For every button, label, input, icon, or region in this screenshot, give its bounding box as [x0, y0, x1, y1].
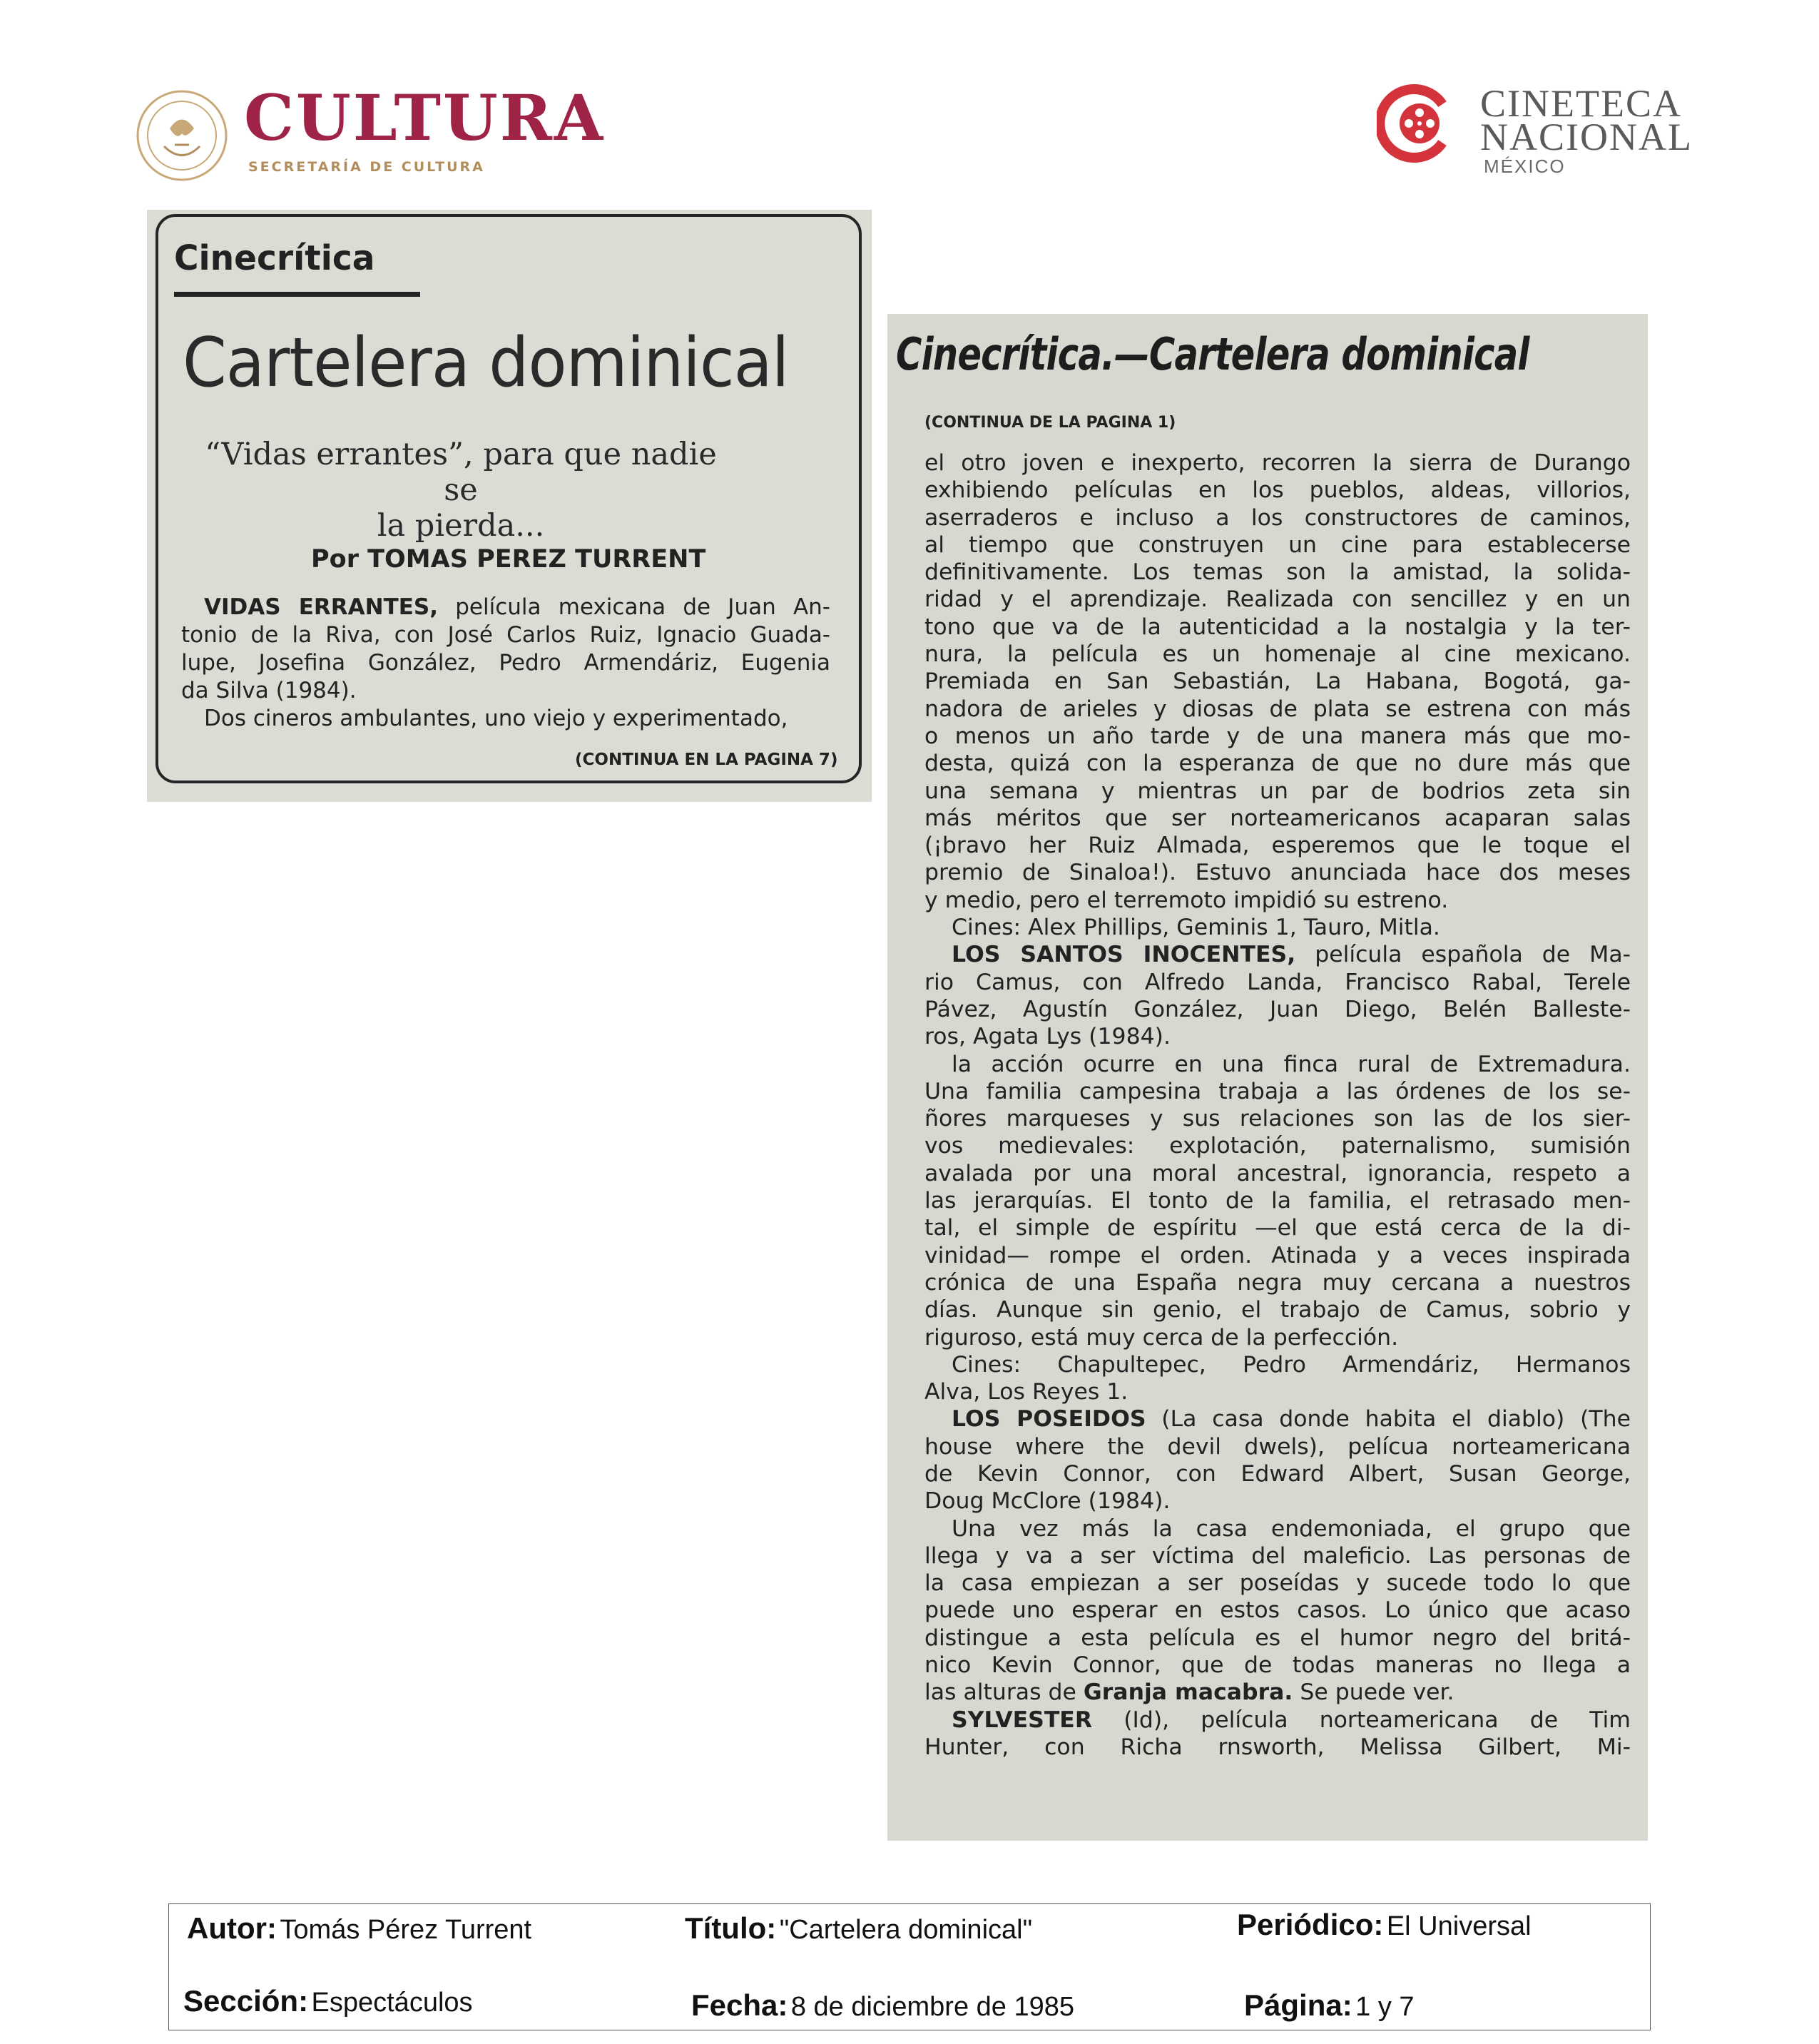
article-line [924, 449, 1631, 477]
article-line [924, 1652, 1631, 1679]
article-line [924, 668, 1631, 695]
article-line [181, 705, 830, 733]
pagina-value: 1 y 7 [1355, 1992, 1415, 2022]
periodico-value: El Universal [1386, 1911, 1532, 1941]
article-line [924, 1460, 1631, 1488]
seccion-label: Sección: [183, 1984, 309, 2018]
article-line [924, 1707, 1631, 1734]
article-line [924, 750, 1631, 777]
line-text: nico Kevin Connor, que de todas maneras no llega a [924, 1652, 1631, 1679]
titulo-value: "Cartelera dominical" [779, 1915, 1033, 1945]
deck-line: la pierda... [377, 508, 545, 544]
article-body-page7 [924, 449, 1631, 1761]
autor-value: Tomás Pérez Turrent [280, 1915, 532, 1945]
article-line [924, 1296, 1631, 1323]
line-text: vos medievales: explotación, paternalismo, sumisión [924, 1133, 1631, 1159]
continuation-headline: Cinecrítica.—Cartelera dominical [896, 328, 1529, 380]
article-line [924, 1242, 1631, 1269]
newspaper-clipping-page7 [887, 314, 1648, 1841]
pagina-label: Página: [1244, 1988, 1352, 2022]
line-text: ñores marqueses y sus relaciones son las de los sier- [924, 1106, 1631, 1132]
line-text: o menos un año tarde y de una manera más que mo- [924, 723, 1631, 749]
article-line [924, 1023, 1631, 1050]
line-text: Premiada en San Sebastián, La Habana, Bogotá, ga- [924, 668, 1631, 695]
article-line [924, 1105, 1631, 1132]
cineteca-line2: NACIONAL [1480, 116, 1693, 158]
article-line [924, 1351, 1631, 1378]
line-bold-title: LOS POSEIDOS [952, 1406, 1146, 1433]
line-text: lupe, Josefina González, Pedro Armendáriz, Eugenia [181, 650, 830, 676]
article-line [181, 649, 830, 677]
article-line [924, 859, 1631, 886]
line-text: ridad y el aprendizaje. Realizada con sencillez y en un [924, 586, 1631, 613]
line-text: Dos cineros ambulantes, uno viejo y experimentado, [204, 706, 788, 731]
line-text: (La casa donde habita el diablo) (The [1146, 1406, 1631, 1433]
line-text: película española de Ma- [1295, 942, 1631, 968]
line-text: house where the devil dwels), pelícua norteamericana [924, 1433, 1631, 1460]
article-line [924, 696, 1631, 723]
meta-pagina [1244, 1988, 1415, 2023]
line-text: las jerarquías. El tonto de la familia, el retrasado men- [924, 1188, 1631, 1214]
article-line [924, 1187, 1631, 1214]
article-line [924, 1132, 1631, 1159]
article-line [924, 887, 1631, 914]
section-kicker: Cinecrítica [174, 238, 375, 278]
continued-from-note: (CONTINUA DE LA PAGINA 1) [924, 414, 1176, 432]
newspaper-clipping-page1 [147, 210, 872, 802]
cultura-subtitle: SECRETARÍA DE CULTURA [248, 159, 485, 175]
line-text: Se puede ver. [1293, 1679, 1454, 1706]
article-line [924, 614, 1631, 641]
article-line [924, 805, 1631, 832]
line-text: Una familia campesina trabaja a las órdenes de los se- [924, 1078, 1631, 1104]
meta-periodico [1237, 1908, 1532, 1942]
line-text: avalada por una moral ancestral, ignorancia, respeto a [924, 1160, 1631, 1186]
cineteca-logo [1377, 78, 1691, 178]
line-text: película mexicana de Juan An- [438, 594, 830, 620]
article-line [924, 1378, 1631, 1405]
line-text: Doug McClore (1984). [924, 1488, 1171, 1515]
article-line [181, 594, 830, 621]
article-line [924, 914, 1631, 941]
line-text: Pávez, Agustín González, Juan Diego, Belén Balleste- [924, 996, 1631, 1022]
article-line [924, 559, 1631, 586]
article-headline: Cartelera dominical [183, 324, 789, 402]
line-text: distingue a esta película es el humor negro del britá- [924, 1624, 1631, 1651]
article-line [924, 1515, 1631, 1542]
article-line [924, 1734, 1631, 1761]
article-line [924, 1078, 1631, 1105]
line-text: crónica de una España negra muy cercana a nuestros [924, 1269, 1631, 1296]
cultura-wordmark: CULTURA [244, 81, 606, 155]
line-text: aserraderos e incluso a los constructores de caminos, [924, 504, 1631, 531]
article-line [924, 832, 1631, 859]
cineteca-line1: CINETECA [1480, 82, 1682, 125]
line-text: tal, el simple de espíritu —el que está cerca de la di- [924, 1215, 1631, 1241]
meta-fecha [691, 1988, 1074, 2023]
line-bold-title: SYLVESTER [952, 1707, 1093, 1733]
meta-titulo [685, 1911, 1032, 1946]
line-text: Una vez más la casa endemoniada, el grupo que [952, 1515, 1631, 1542]
fecha-value: 8 de diciembre de 1985 [790, 1992, 1074, 2022]
seccion-value: Espectáculos [311, 1988, 473, 2018]
article-line [924, 641, 1631, 668]
cineteca-country: MÉXICO [1484, 156, 1566, 177]
line-text: da Silva (1984). [181, 678, 357, 703]
article-line [924, 477, 1631, 504]
line-text: Cines: Chapultepec, Pedro Armendáriz, Hermanos [952, 1351, 1631, 1378]
film-reel-icon [1377, 84, 1455, 163]
cultura-logo [136, 82, 606, 182]
line-text: tono que va de la autenticidad a la nostalgia y la ter- [924, 614, 1631, 640]
line-text: nadora de arieles y diosas de plata se estrena con más [924, 696, 1631, 722]
line-text: las alturas de [924, 1679, 1084, 1706]
meta-seccion [183, 1984, 473, 2018]
line-bold-title: Granja macabra. [1083, 1679, 1293, 1706]
continued-on-note: (CONTINUA EN LA PAGINA 7) [575, 751, 838, 769]
article-line [924, 1051, 1631, 1078]
mexico-coat-of-arms-seal-icon [136, 89, 228, 182]
line-text: premio de Sinaloa!). Estuvo anunciada hace dos meses [924, 860, 1631, 886]
article-line [924, 996, 1631, 1023]
kicker-underline [174, 292, 420, 297]
article-body-page1 [181, 594, 830, 733]
article-line [924, 1405, 1631, 1433]
article-line [924, 778, 1631, 805]
article-line [924, 532, 1631, 559]
article-line [924, 1160, 1631, 1187]
article-line [924, 723, 1631, 750]
periodico-label: Periódico: [1237, 1908, 1384, 1941]
article-line [181, 621, 830, 649]
line-text: riguroso, está muy cerca de la perfección. [924, 1324, 1399, 1351]
article-line [181, 677, 830, 705]
line-text: la casa empiezan a ser poseídas y sucede todo lo que [924, 1570, 1631, 1597]
deck-line: “Vidas errantes”, para que nadie se [205, 437, 717, 508]
line-text: Hunter, con Richa rnsworth, Melissa Gilbert, Mi- [924, 1734, 1631, 1760]
article-line [924, 1542, 1631, 1570]
line-text: ros, Agata Lys (1984). [924, 1024, 1171, 1050]
line-bold-title: VIDAS ERRANTES, [204, 594, 439, 620]
line-text: definitivamente. Los temas son la amistad, la solida- [924, 559, 1631, 586]
article-line [924, 1624, 1631, 1652]
line-text: días. Aunque sin genio, el trabajo de Camus, sobrio y [924, 1297, 1631, 1323]
article-line [924, 1488, 1631, 1515]
article-line [924, 969, 1631, 996]
line-text: (Id), película norteamericana de Tim [1092, 1707, 1631, 1733]
line-text: al tiempo que construyen un cine para establecerse [924, 532, 1631, 558]
article-line [924, 941, 1631, 968]
fecha-label: Fecha: [691, 1988, 788, 2022]
article-byline: Por TOMAS PEREZ TURRENT [311, 545, 706, 574]
metadata-table [168, 1903, 1651, 2030]
titulo-label: Título: [685, 1911, 777, 1945]
article-line [924, 1570, 1631, 1597]
autor-label: Autor: [187, 1911, 277, 1945]
line-text: rio Camus, con Alfredo Landa, Francisco Rabal, Terele [924, 969, 1631, 995]
line-text: el otro joven e inexperto, recorren la sierra de Durango [924, 450, 1631, 476]
article-line [924, 504, 1631, 532]
line-text: la acción ocurre en una finca rural de Extremadura. [952, 1051, 1631, 1077]
line-text: exhibiendo películas en los pueblos, aldeas, villorios, [924, 477, 1631, 504]
line-text: (¡bravo her Ruiz Almada, esperemos que le toque el [924, 833, 1631, 859]
line-text: desta, quizá con la esperanza de que no dure más que [924, 751, 1631, 777]
article-deck [190, 437, 732, 544]
article-line [924, 1214, 1631, 1241]
line-text: Cines: Alex Phillips, Geminis 1, Tauro, Mitla. [952, 915, 1440, 941]
line-text: puede uno esperar en estos casos. Lo único que acaso [924, 1597, 1631, 1624]
article-line [924, 1679, 1631, 1706]
line-bold-title: LOS SANTOS INOCENTES, [952, 942, 1296, 968]
meta-autor [187, 1911, 531, 1946]
line-text: una semana y mientras un par de bodrios zeta sin [924, 778, 1631, 804]
line-text: de Kevin Connor, con Edward Albert, Susan George, [924, 1460, 1631, 1487]
line-text: tonio de la Riva, con José Carlos Ruiz, Ignacio Guada- [181, 622, 830, 648]
line-text: Alva, Los Reyes 1. [924, 1379, 1128, 1405]
article-line [924, 1324, 1631, 1351]
line-text: y medio, pero el terremoto impidió su estreno. [924, 887, 1449, 913]
line-text: más méritos que ser norteamericanos acaparan salas [924, 805, 1631, 831]
article-line [924, 1597, 1631, 1624]
line-text: vinidad— rompe el orden. Atinada y a veces inspirada [924, 1242, 1631, 1268]
article-line [924, 1433, 1631, 1460]
article-line [924, 1269, 1631, 1296]
line-text: nura, la película es un homenaje al cine mexicano. [924, 641, 1631, 668]
article-line [924, 586, 1631, 613]
line-text: llega y va a ser víctima del maleficio. Las personas de [924, 1542, 1631, 1569]
